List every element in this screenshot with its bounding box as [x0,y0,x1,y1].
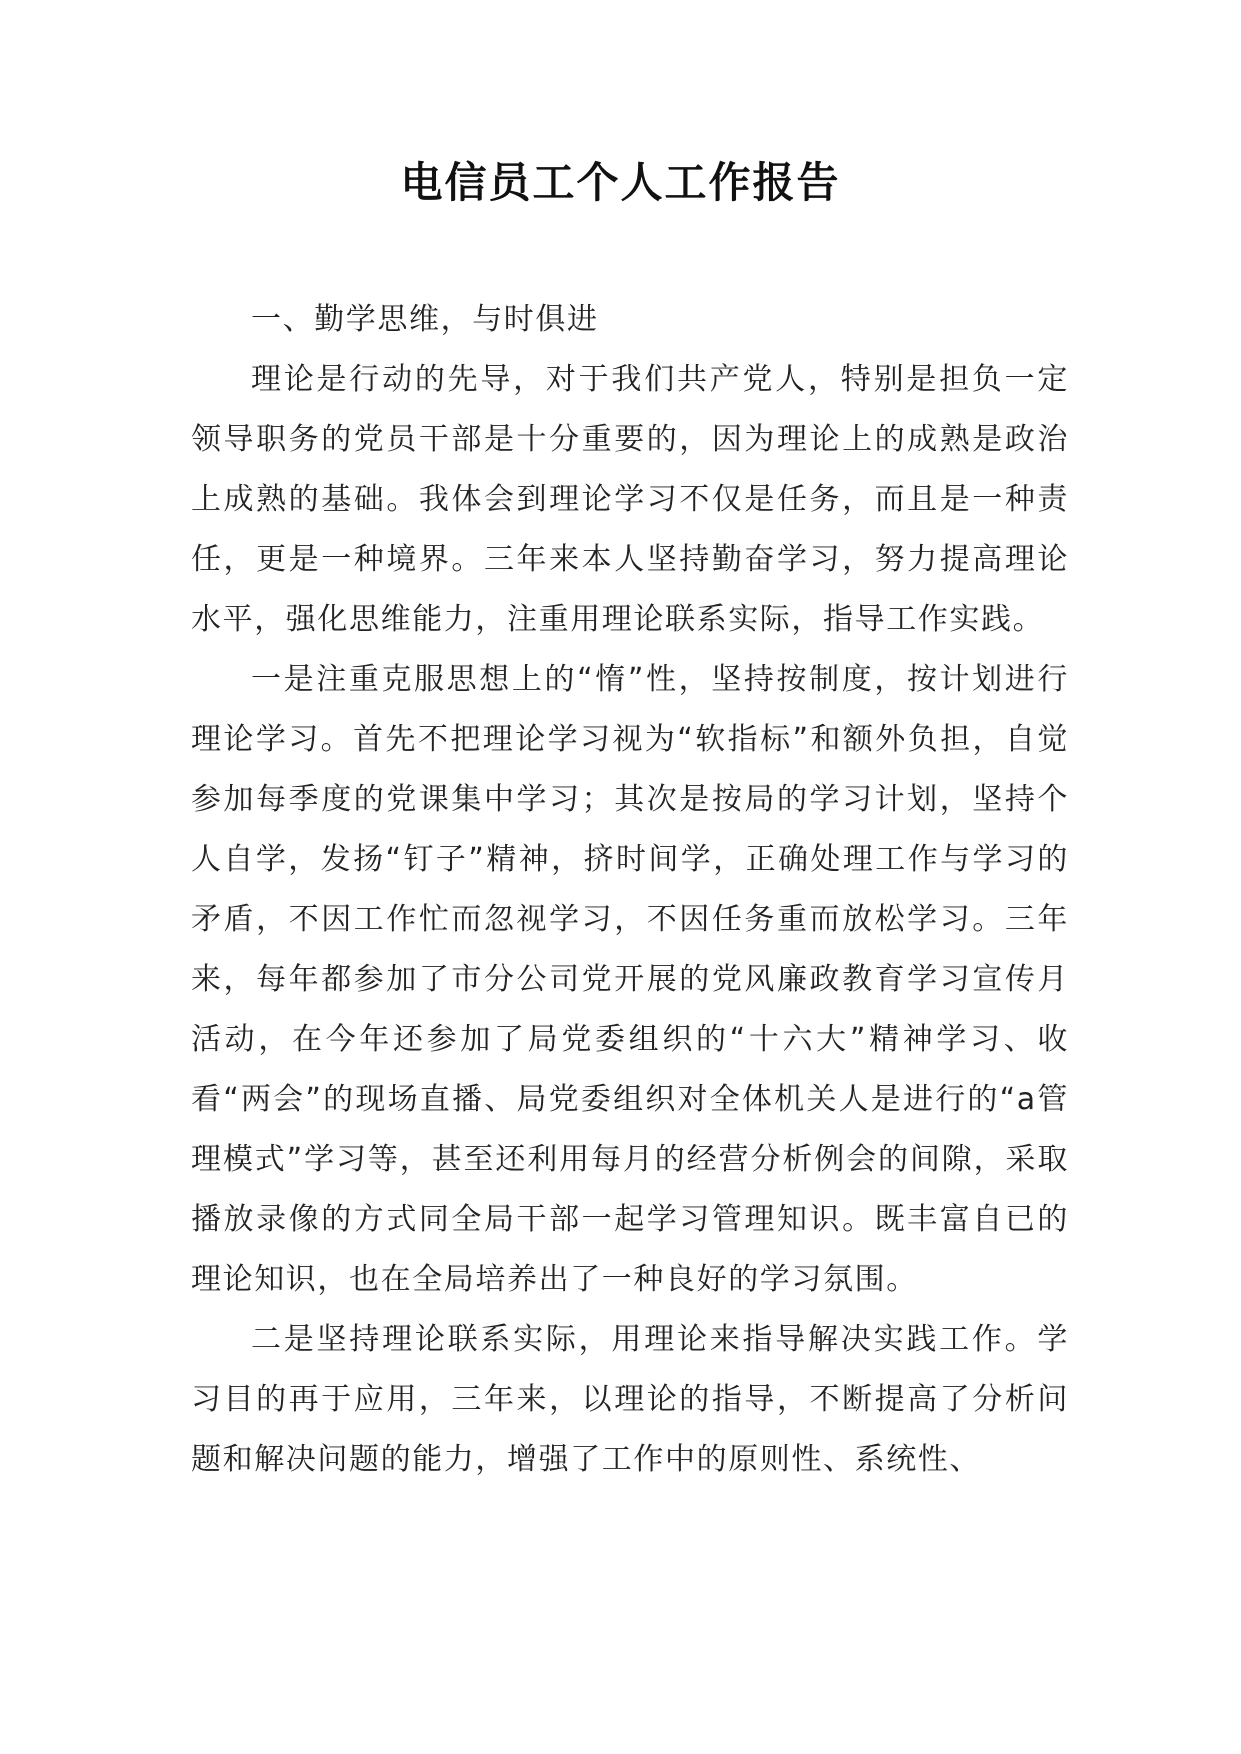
paragraph: 理论是行动的先导，对于我们共产党人，特别是担负一定领导职务的党员干部是十分重要的，因为理论上的成熟是政治上成熟的基础。我体会到理论学习不仅是任务，而且是一种责任，更是一种境界。三年来本人坚持勤奋学习，努力提高理论水平，强化思维能力，注重用理论联系实际，指导工作实践。 [191,362,1069,637]
paragraph: 一是注重克服思想上的“惰”性，坚持按制度，按计划进行理论学习。首先不把理论学习视为“软指标”和额外负担，自觉参加每季度的党课集中学习；其次是按局的学习计划，坚持个人自学，发扬“钉子”精神，挤时间学，正确处理工作与学习的矛盾，不因工作忙而忽视学习，不因任务重而放松学习。三年来，每年都参加了市分公司党开展的党风廉政教育学习宣传月活动，在今年还参加了局党委组织的“十六大”精神学习、收看“两会”的现场直播、局党委组织对全体机关人是进行的“a管理模式”学习等，甚至还利用每月的经营分析例会的间隙，采取播放录像的方式同全局干部一起学习管理知识。既丰富自已的理论知识，也在全局培养出了一种良好的学习氛围。 [191,662,1069,1297]
paragraph: 二是坚持理论联系实际，用理论来指导解决实践工作。学习目的再于应用，三年来，以理论的指导，不断提高了分析问题和解决问题的能力，增强了工作中的原则性、系统性、 [191,1322,1069,1477]
section-heading: 一、勤学思维，与时俱进 [251,302,599,337]
document-body [191,290,1069,1490]
document-title: 电信员工个人工作报告 [400,158,841,207]
